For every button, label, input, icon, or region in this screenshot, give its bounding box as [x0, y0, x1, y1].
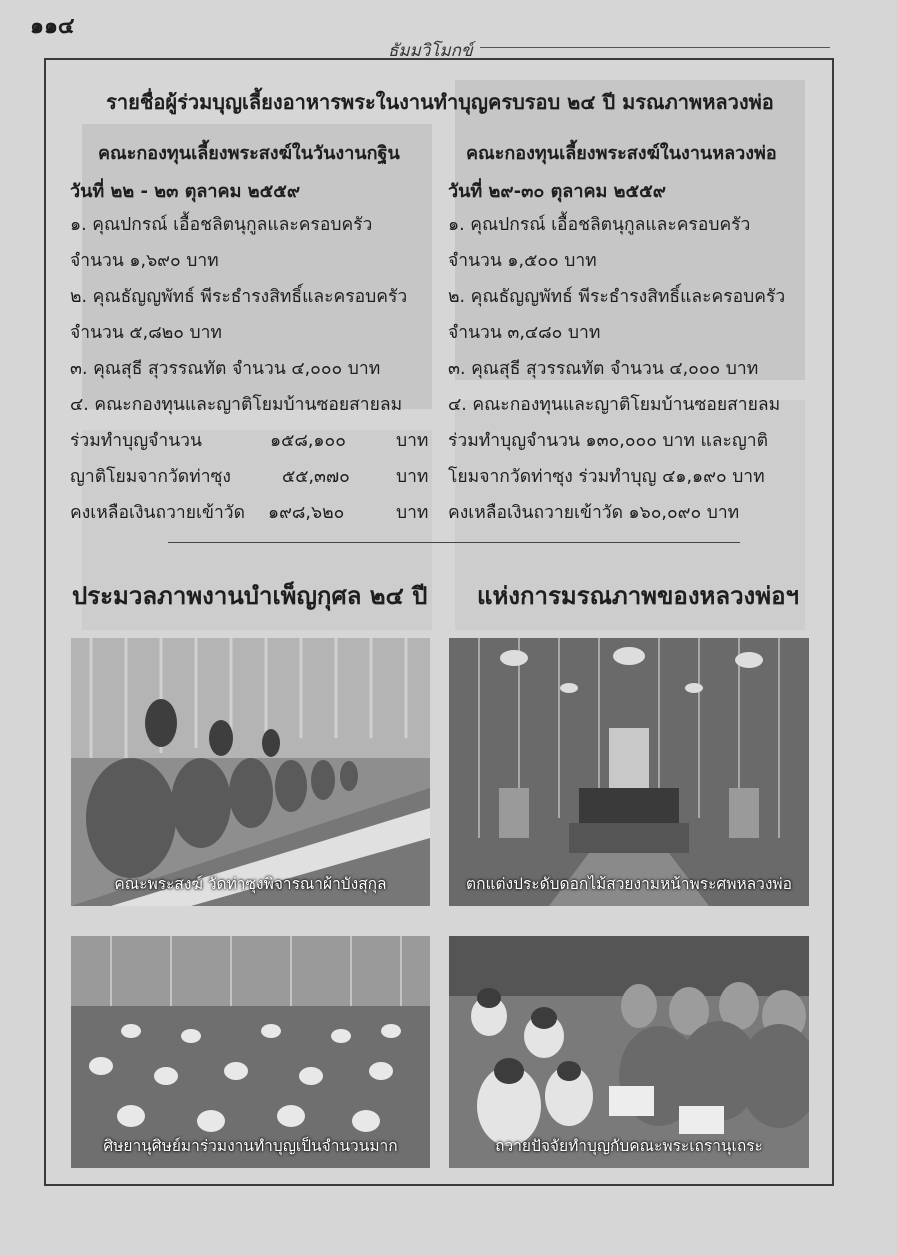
photo-offering	[449, 936, 809, 1168]
amount-unit: บาท	[396, 467, 429, 487]
right-donor-line: ๒. คุณธัญญพัทธ์ พีระธำรงสิทธิ์และครอบครัว	[448, 287, 786, 307]
amount-value: ๑๙๘,๖๒๐	[268, 503, 345, 523]
right-donor-line: ๑. คุณปกรณ์ เอื้อชลิตนุกูลและครอบครัว	[448, 215, 751, 235]
left-donor-line: จำนวน ๕,๘๒๐ บาท	[70, 323, 222, 343]
right-donor-line: ๓. คุณสุธี สุวรรณทัต จำนวน ๔,๐๐๐ บาท	[448, 359, 759, 379]
left-column-heading: คณะกองทุนเลี้ยงพระสงฆ์ในวันงานกฐิน	[98, 143, 400, 164]
right-column-date: วันที่ ๒๙-๓๐ ตุลาคม ๒๕๕๙	[448, 181, 666, 202]
header-rule	[480, 47, 830, 48]
photo-section-title	[72, 576, 812, 615]
right-donor-line: ๔. คณะกองทุนและญาติโยมบ้านซอยสายลม	[448, 395, 781, 415]
left-donor-line: ๑. คุณปกรณ์ เอื้อชลิตนุกูลและครอบครัว	[70, 215, 373, 235]
photo-decorated-altar	[449, 638, 809, 906]
left-donor-line: ๔. คณะกองทุนและญาติโยมบ้านซอยสายลม	[70, 395, 403, 415]
amount-unit: บาท	[396, 431, 429, 451]
photo-caption: ตกแต่งประดับดอกไม้สวยงามหน้าพระศพหลวงพ่อ	[466, 875, 792, 893]
right-column-heading: คณะกองทุนเลี้ยงพระสงฆ์ในงานหลวงพ่อ	[466, 143, 777, 164]
amount-label: คงเหลือเงินถวายเข้าวัด	[70, 503, 245, 523]
left-donor-line: จำนวน ๑,๖๙๐ บาท	[70, 251, 219, 271]
right-donor-line: จำนวน ๓,๔๘๐ บาท	[448, 323, 601, 343]
photo-crowd	[71, 936, 430, 1168]
left-column-date: วันที่ ๒๒ - ๒๓ ตุลาคม ๒๕๕๙	[70, 181, 301, 202]
photo-section-title-part1: ประมวลภาพงานบำเพ็ญกุศล ๒๔ ปี	[72, 582, 428, 610]
photo-section-title-part2: แห่งการมรณภาพของหลวงพ่อฯ	[477, 582, 799, 610]
right-donor-line: จำนวน ๑,๕๐๐ บาท	[448, 251, 597, 271]
amount-unit: บาท	[396, 503, 429, 523]
running-head: ธัมมวิโมกข์	[388, 41, 473, 61]
amount-label: ร่วมทำบุญจำนวน	[70, 431, 202, 451]
right-donor-line: โยมจากวัดท่าซุง ร่วมทำบุญ ๔๑,๑๙๐ บาท	[448, 467, 765, 487]
amount-label: ญาติโยมจากวัดท่าซุง	[70, 467, 231, 487]
photo-caption: ถวายปัจจัยทำบุญกับคณะพระเถรานุเถระ	[495, 1137, 763, 1155]
document-title: รายชื่อผู้ร่วมบุญเลี้ยงอาหารพระในงานทำบุญครบรอบ ๒๔ ปี มรณภาพหลวงพ่อ	[106, 90, 774, 114]
amount-value: ๕๕,๓๗๐	[282, 467, 350, 487]
photo-caption: ศิษยานุศิษย์มาร่วมงานทำบุญเป็นจำนวนมาก	[103, 1137, 398, 1155]
photo-caption: คณะพระสงฆ์ วัดท่าซุงพิจารณาผ้าบังสุกุล	[114, 875, 387, 893]
page-number: ๑๑๔	[30, 14, 75, 39]
right-donor-line: ร่วมทำบุญจำนวน ๑๓๐,๐๐๐ บาท และญาติ	[448, 431, 768, 451]
amount-value: ๑๕๘,๑๐๐	[270, 431, 346, 451]
photo-monks-hall	[71, 638, 430, 906]
right-donor-line: คงเหลือเงินถวายเข้าวัด ๑๖๐,๐๙๐ บาท	[448, 503, 740, 523]
left-donor-line: ๒. คุณธัญญพัทธ์ พีระธำรงสิทธิ์และครอบครัว	[70, 287, 408, 307]
section-divider	[168, 542, 740, 543]
left-donor-line: ๓. คุณสุธี สุวรรณทัต จำนวน ๔,๐๐๐ บาท	[70, 359, 381, 379]
